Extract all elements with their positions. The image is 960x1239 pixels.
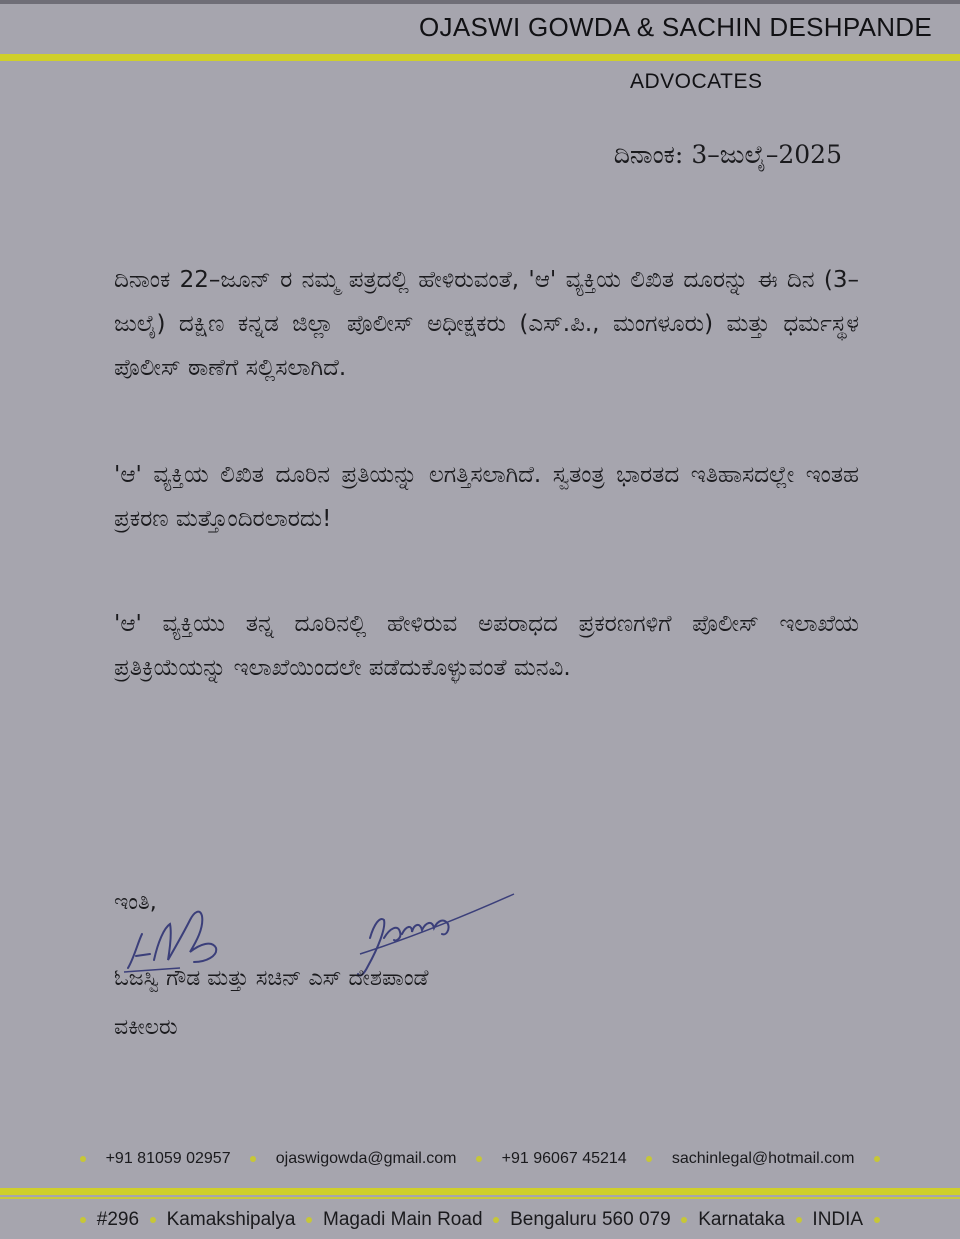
bullet-icon xyxy=(476,1156,482,1162)
bullet-icon xyxy=(874,1217,880,1223)
address-state: Karnataka xyxy=(698,1209,785,1230)
top-edge xyxy=(0,0,960,4)
bullet-icon xyxy=(874,1156,880,1162)
bullet-icon xyxy=(796,1217,802,1223)
body-paragraph-2: 'ಆ' ವ್ಯಕ್ತಿಯ ಲಿಖಿತ ದೂರಿನ ಪ್ರತಿಯನ್ನು ಲಗತ್ತಿಸಲಾಗಿದೆ. ಸ್ವತಂತ್ರ ಭಾರತದ ಇತಿಹಾಸದಲ್ಲೇ ಇಂತಹ ಪ್ರಕರಣ ಮತ್ತೊಂದಿರಲಾರದು! xyxy=(114,462,859,532)
firm-subtitle: ADVOCATES xyxy=(630,70,763,93)
date-label: ದಿನಾಂಕ: xyxy=(613,140,684,169)
contact-email-1[interactable]: ojaswigowda@gmail.com xyxy=(275,1150,457,1167)
signatory-names: ಓಜಸ್ವಿ ಗೌಡ ಮತ್ತು ಸಚಿನ್ ಎಸ್ ದೇಶಪಾಂಡೆ xyxy=(114,966,429,991)
footer-address xyxy=(80,1209,880,1231)
letter-date xyxy=(614,140,842,170)
signatory-role: ವಕೀಲರು xyxy=(114,1015,178,1040)
header-rule xyxy=(0,54,960,61)
bullet-icon xyxy=(681,1217,687,1223)
bullet-icon xyxy=(80,1217,86,1223)
bullet-icon xyxy=(306,1217,312,1223)
address-country: INDIA xyxy=(812,1209,864,1230)
address-city: Bengaluru 560 079 xyxy=(510,1209,671,1230)
address-area: Kamakshipalya xyxy=(166,1209,296,1230)
footer-rule-thin xyxy=(0,1197,960,1199)
contact-phone-1[interactable]: +91 81059 02957 xyxy=(105,1150,231,1167)
bullet-icon xyxy=(150,1217,156,1223)
date-value: 3–ಜುಲೈ–2025 xyxy=(691,140,842,169)
bullet-icon xyxy=(493,1217,499,1223)
body-paragraph-1: ದಿನಾಂಕ 22–ಜೂನ್ ರ ನಮ್ಮ ಪತ್ರದಲ್ಲಿ ಹೇಳಿರುವಂತೆ, 'ಆ' ವ್ಯಕ್ತಿಯ ಲಿಖಿತ ದೂರನ್ನು ಈ ದಿನ (3–ಜುಲೈ) ದಕ್ಷಿಣ ಕನ್ನಡ ಜಿಲ್ಲಾ ಪೊಲೀಸ್ ಅಧೀಕ್ಷಕರು (ಎಸ್.ಪಿ., ಮಂಗಳೂರು) ಮತ್ತು ಧರ್ಮಸ್ಥಳ ಪೊಲೀಸ್ ಠಾಣೆಗೆ ಸಲ್ಲಿಸಲಾಗಿದೆ. xyxy=(114,267,859,381)
address-road: Magadi Main Road xyxy=(323,1209,483,1230)
firm-name: OJASWI GOWDA & SACHIN DESHPANDE xyxy=(419,12,932,42)
footer-contacts xyxy=(80,1150,880,1168)
body-paragraph-3: 'ಆ' ವ್ಯಕ್ತಿಯು ತನ್ನ ದೂರಿನಲ್ಲಿ ಹೇಳಿರುವ ಅಪರಾಧದ ಪ್ರಕರಣಗಳಿಗೆ ಪೊಲೀಸ್ ಇಲಾಖೆಯ ಪ್ರತಿಕ್ರಿಯೆಯನ್ನು ಇಲಾಖೆಯಿಂದಲೇ ಪಡೆದುಕೊಳ್ಳುವಂತೆ ಮನವಿ. xyxy=(114,611,859,681)
address-door: #296 xyxy=(96,1209,140,1230)
closing: ಇಂತಿ, xyxy=(114,890,157,915)
bullet-icon xyxy=(646,1156,652,1162)
contact-email-2[interactable]: sachinlegal@hotmail.com xyxy=(671,1150,855,1167)
contact-phone-2[interactable]: +91 96067 45214 xyxy=(501,1150,627,1167)
footer-rule xyxy=(0,1188,960,1195)
bullet-icon xyxy=(250,1156,256,1162)
bullet-icon xyxy=(80,1156,86,1162)
